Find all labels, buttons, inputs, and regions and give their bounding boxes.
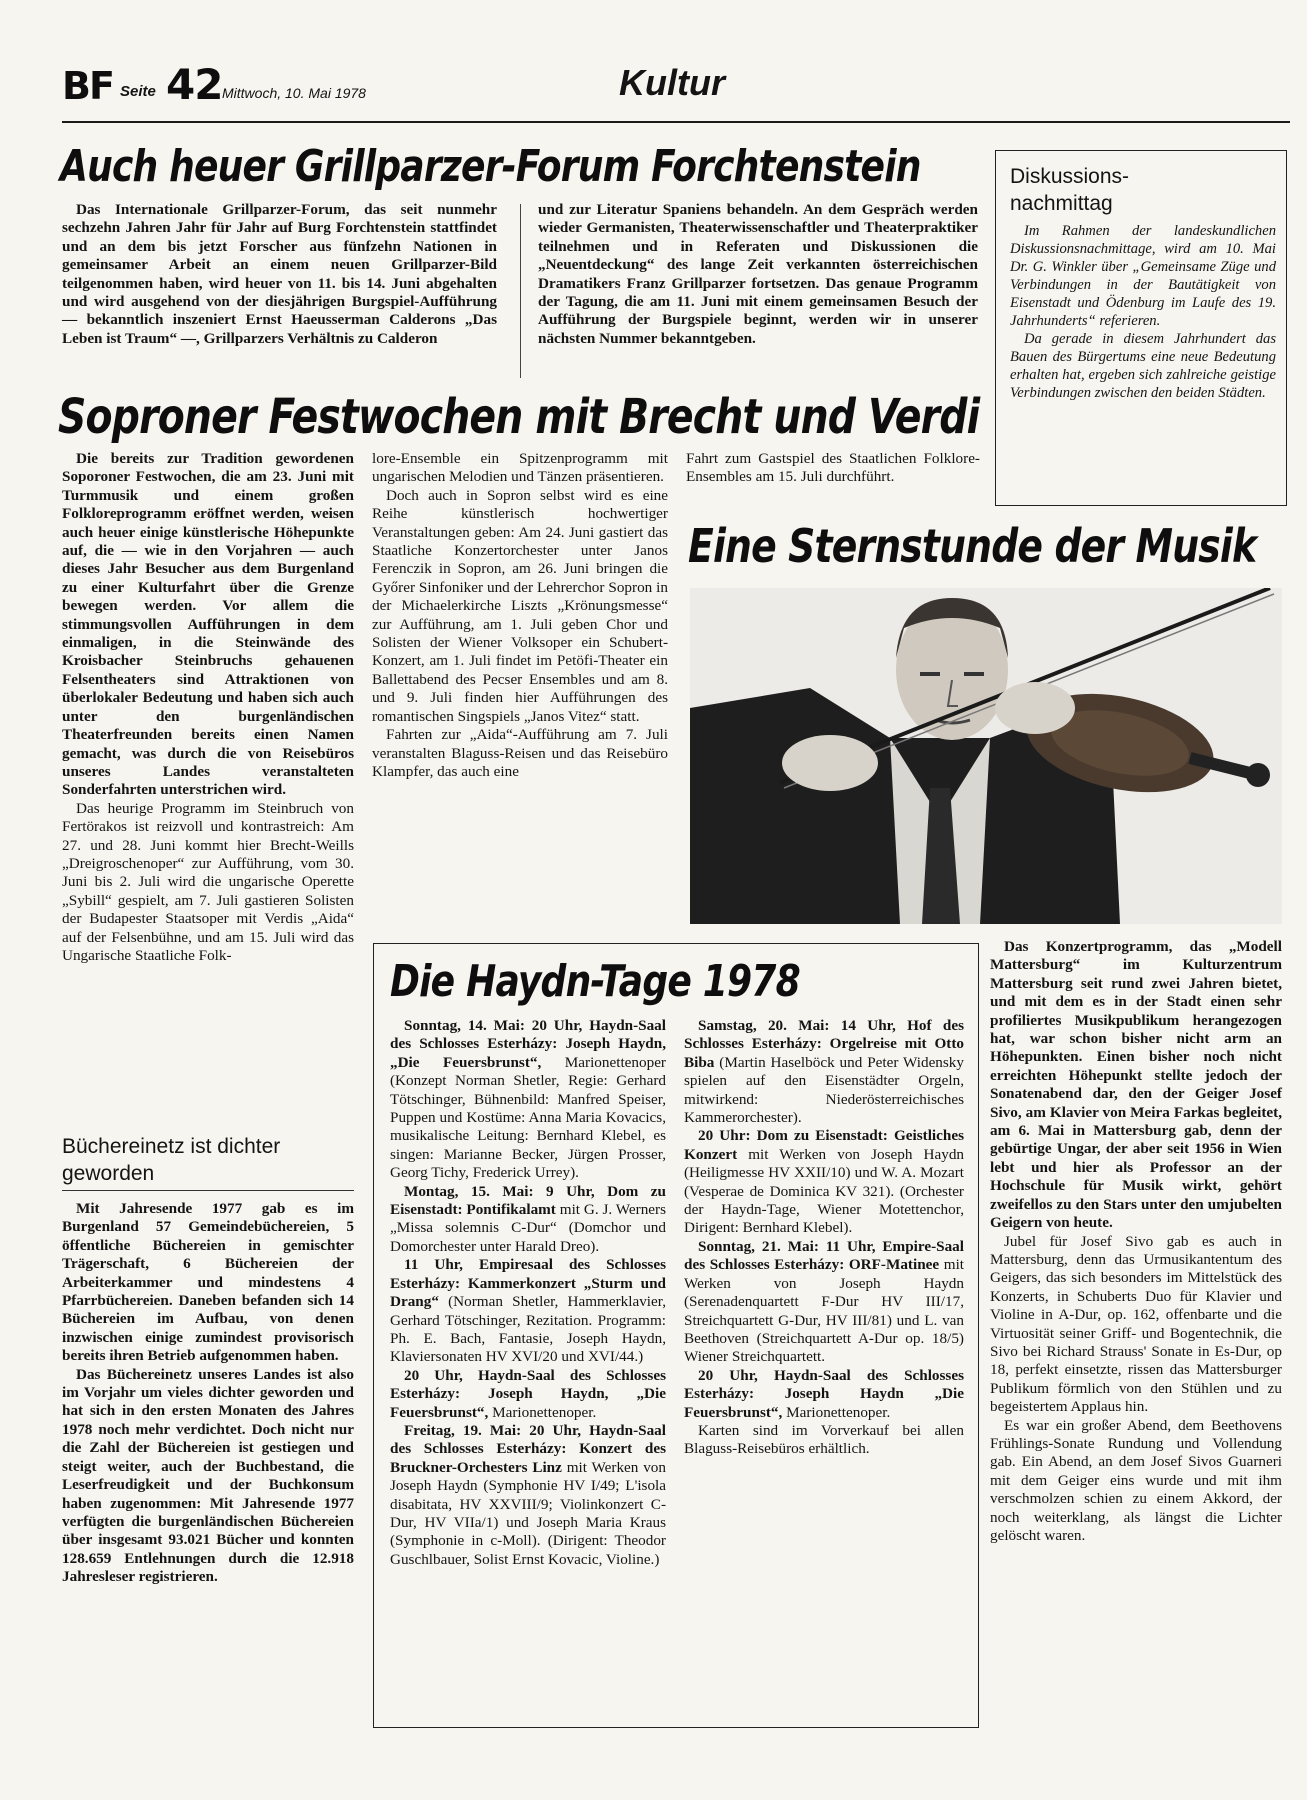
masthead bbox=[62, 58, 1287, 114]
sopron-col2-p1: lore-Ensemble ein Spitzenprogramm mit ungarischen Melodien und Tänzen präsentieren. bbox=[372, 450, 668, 486]
haydn-event9-head: 20 Uhr, Haydn-Saal des Schlosses Esterházy: Joseph Haydn „Die Feuersbrunst“, bbox=[684, 1366, 964, 1421]
page-number: 42 bbox=[166, 60, 223, 109]
haydn-event7-body: mit Werken von Joseph Haydn (Heiligmesse HV XXII/10) und W. A. Mozart (Vesperae de Dominica KV 321). (Orchester der Haydn-Tage, Wiener Motettenchor, Dirigent: Bernhard Klebel). bbox=[684, 1145, 965, 1237]
haydn-event2-body: mit G. J. Werners „Missa solemnis C-Dur“ (Domchor und Domorchester unter Harald Dreo). bbox=[390, 1201, 667, 1255]
grillparzer-col2-text: und zur Literatur Spaniens behandeln. An dem Gespräch werden wieder Germanisten, Theaterwissenschaftler und Theaterpraktiker teilnehmen und in Referaten und Diskussionen die „Neuentdeckung“ des lange Zeit verkannten österreichischen Dramatikers Franz Grillparzer fortsetzen. Das genaue Programm der Tagung, die am 11. Juni mit einem gemeinsamen Besuch der Aufführung der Burgspiele beginnt, werden wir in unserer nächsten Nummer bekanntgeben. bbox=[538, 201, 978, 347]
haydn-headline: Die Haydn-Tage 1978 bbox=[390, 956, 800, 1007]
grillparzer-col2 bbox=[538, 201, 978, 348]
sopron-col3 bbox=[686, 450, 980, 487]
sternstunde-p1: Das Konzertprogramm, das „Modell Mattersburg“ im Kulturzentrum Mattersburg seit rund zwei Jahren bietet, und mit dem es in der Stadt einen sehr profiliertes Musikpublikum herangezogen hat, war schon bisher nicht arm an Höhepunkten. Einen bisher noch nicht erreichten Höhepunkt stellte jedoch der Sonatenabend dar, den der Geiger Josef Sivo, am Klavier von Meira Farkas begleitet, am 6. Mai in Mattersburg gab, denn der gebürtige Ungar, der aber seit 1956 in Wien lebt und hier als Professor an der Hochschule für Musik wirkt, gehört zweifellos zu den Stars unter den umjubelten Geigern von heute. bbox=[990, 938, 1282, 1232]
issue-date: Mittwoch, 10. Mai 1978 bbox=[222, 85, 366, 101]
sopron-col2-p3: Fahrten zur „Aida“-Aufführung am 7. Juli veranstalten Blaguss-Reisen und das Reisebüro Klampfer, das auch eine bbox=[372, 726, 668, 780]
column-rule bbox=[520, 204, 521, 378]
haydn-event8-head: Sonntag, 21. Mai: 11 Uhr, Empire-Saal des Schlosses Esterházy: ORF-Matinee bbox=[684, 1237, 964, 1274]
sidebar-p1: Im Rahmen der landeskundlichen Diskussionsnachmittage, wird am 10. Mai Dr. G. Winkler über „Gemeinsame Züge und Verbindungen in der Bautätigkeit von Eisenstadt und Ödenburg im Laufe des 19. Jahrhunderts“ referieren. bbox=[1010, 223, 1276, 329]
buecherei-rule bbox=[62, 1190, 354, 1191]
buecherei-p1: Mit Jahresende 1977 gab es im Burgenland 57 Gemeindebüchereien, 5 öffentliche Büchereien in gemischter Trägerschaft, 6 Büchereien der Arbeiterkammer und mindestens 4 Pfarrbüchereien. Daneben befanden sich 14 Büchereien im Aufbau, von denen inzwischen einige zumindest provisorisch bereits ihren Betrieb aufgenommen haben. bbox=[62, 1200, 354, 1365]
haydn-event bbox=[684, 1367, 964, 1422]
haydn-event bbox=[390, 1422, 666, 1569]
haydn-col1 bbox=[390, 1017, 666, 1569]
violinist-illustration bbox=[690, 588, 1282, 924]
section-title: Kultur bbox=[619, 62, 725, 103]
haydn-event bbox=[684, 1238, 964, 1367]
masthead-rule bbox=[62, 121, 1290, 123]
sopron-headline: Soproner Festwochen mit Brecht und Verdi bbox=[58, 389, 980, 445]
sidebar-body bbox=[1010, 222, 1276, 402]
haydn-event4-head: 20 Uhr, Haydn-Saal des Schlosses Esterházy: Joseph Haydn, „Die Feuersbrunst“, bbox=[390, 1366, 666, 1421]
sidebar-p2: Da gerade in diesem Jahrhundert das Bauen des Bürgertums eine neue Bedeutung erhalten hat, ergeben sich zahlreiche geistige Verbindungen zwischen den beiden Städten. bbox=[1010, 331, 1276, 401]
haydn-event bbox=[684, 1127, 964, 1237]
haydn-event3-body: (Norman Shetler, Hammerklavier, Gerhard Tötschinger, Rezitation. Programm: Ph. E. Bach, Fantasie, Joseph Haydn, Klaviersonaten HV XVI/20 und XVI/44.) bbox=[390, 1293, 666, 1366]
haydn-event bbox=[390, 1183, 666, 1257]
sternstunde-col bbox=[990, 938, 1282, 1545]
sternstunde-p3: Es war ein großer Abend, dem Beethovens Frühlings-Sonate Rundung und Vollendung gab. Ein Abend, an dem Josef Sivos Guarneri mit dem Geiger eins wurde und mit ihm verschmolzen schien zu einem Akkord, der noch weiterklang, als längst die Lichter gelöscht waren. bbox=[990, 1416, 1282, 1544]
haydn-event bbox=[390, 1367, 666, 1422]
haydn-event6-body: (Martin Haselböck und Peter Widensky spielen auf den Eisenstädter Orgeln, mitwirkend: Niederösterreichisches Kammerorchester). bbox=[684, 1053, 964, 1127]
haydn-event1-body: Marionettenoper (Konzept Norman Shetler, Regie: Gerhard Tötschinger, Bühnenbild: Manfred Speiser, Puppen und Kostüme: Anna Maria Kovacics, musikalische Leitung: Bernhard Klebel, es singen: Marianne Becker, Jürgen Prosser, Georg Tichy, Frederick Urrey). bbox=[390, 1053, 666, 1182]
haydn-col2 bbox=[684, 1017, 964, 1459]
buecherei-body bbox=[62, 1200, 354, 1587]
buecherei-headline: Büchereinetz ist dichter geworden bbox=[62, 1135, 281, 1185]
sopron-col1 bbox=[62, 450, 354, 965]
sopron-col2-p2: Doch auch in Sopron selbst wird es eine Reihe künstlerisch hochwertiger Veranstaltungen geben: Am 24. Juni gastiert das Staatliche Konzertorchester unter Janos Ferenczik in Sopron, am 26. Juni bringen die Győrer Sinfoniker und der Lehrerchor Sopron in der Michaelerkirche Liszts „Krönungsmesse“ zur Aufführung, am 1. Juli geben Chor und Solisten der Wiener Volksoper ein Schubert-Konzert, am 1. Juli findet im Petöfi-Theater ein Ballettabend des Pecser Ensembles und am 8. und 9. Juli finden hier Aufführungen des romantischen Singspiels „Janos Vitez“ statt. bbox=[372, 486, 668, 725]
haydn-closing: Karten sind im Vorverkauf bei allen Blaguss-Reisebüros erhältlich. bbox=[684, 1421, 964, 1458]
grillparzer-col1-text: Das Internationale Grillparzer-Forum, das seit nunmehr sechzehn Jahren Jahr für Jahr auf Burg Forchtenstein stattfindet und an dem bis jetzt Forscher aus fünfzehn Nationen in gemeinsamer Arbeit an einem neuen Grillparzer-Bild teilgenommen haben, wird heuer von 11. bis 14. Juni abgehalten und wird ausgehend von der diesjährigen Burgspiel-Aufführung — bekanntlich inszeniert Ernst Haeusserman Calderons „Das Leben ist Traum“ —, Grillparzers Verhältnis zu Calderon bbox=[62, 201, 497, 347]
haydn-event bbox=[390, 1017, 666, 1183]
sidebar-title: Diskussions-nachmittag bbox=[1010, 165, 1130, 215]
sopron-col1-p1: Die bereits zur Tradition gewordenen Soporoner Festwochen, die am 23. Juni mit Turmmusik und einem großen Folkloreprogramm eröffnet werden, weisen auch heuer einige künstlerische Höhepunkte auf, die — wie in den Vorjahren — auch dieses Jahr Besucher aus dem Burgenland zu einer Kulturfahrt über die Grenze bewegen werden. Vor allem die stimmungsvollen Aufführungen in dem einmaligen, in die Steinwände des Kroisbacher Steinbruchs gehauenen Felsentheaters sind Attraktionen von überlokaler Bedeutung und haben sich auch unter den burgenländischen Theaterfreunden bereits einen Namen gemacht, was durch die von Reisebüros unseres Landes veranstalteten Sonderfahrten unterstrichen wird. bbox=[62, 450, 354, 799]
haydn-event4-body: Marionettenoper. bbox=[492, 1403, 597, 1421]
haydn-event3-head: 11 Uhr, Empiresaal des Schlosses Esterházy: Kammerkonzert „Sturm und Drang“ bbox=[390, 1256, 666, 1311]
haydn-event7-head: 20 Uhr: Dom zu Eisenstadt: Geistliches Konzert bbox=[684, 1127, 964, 1163]
haydn-event1-head: Sonntag, 14. Mai: 20 Uhr, Haydn-Saal des Schlosses Esterházy: Joseph Haydn, „Die Feuersbrunst“, bbox=[390, 1017, 666, 1071]
haydn-event8-body: mit Werken von Joseph Haydn (Serenadenquartett F-Dur HV III/17, Streichquartett G-Dur, HV III/81) und L. van Beethoven (Streichquartett A-Dur op. 18/5) Wiener Streichquartett. bbox=[684, 1256, 965, 1366]
haydn-event bbox=[390, 1256, 666, 1366]
buecherei-p2: Das Büchereinetz unseres Landes ist also im Vorjahr um vieles dichter geworden und hat sich in den ersten Monaten des Jahres 1978 noch mehr verdichtet. Doch nicht nur die Zahl der Büchereien ist gestiegen und steigt weiter, auch der Buchbestand, die Leserfreudigkeit und der Buchkonsum haben zugenommen: Mit Jahresende 1977 verfügten die burgenländischen Büchereien über insgesamt 93.021 Bücher und konnten 128.659 Entlehnungen durch die 12.918 Jahresleser registrieren. bbox=[62, 1365, 354, 1586]
violinist-photo bbox=[690, 588, 1282, 924]
haydn-event5-head: Freitag, 19. Mai: 20 Uhr, Haydn-Saal des Schlosses Esterházy: Konzert des Bruckner-Orchesters Linz bbox=[390, 1421, 666, 1476]
grillparzer-headline: Auch heuer Grillparzer-Forum Forchtenstein bbox=[60, 141, 921, 192]
haydn-event bbox=[684, 1017, 964, 1127]
page-label: Seite bbox=[120, 83, 156, 100]
haydn-event6-head: Samstag, 20. Mai: 14 Uhr, Hof des Schlosses Esterházy: Orgelreise mit Otto Biba bbox=[684, 1017, 964, 1071]
haydn-event2-head: Montag, 15. Mai: 9 Uhr, Dom zu Eisenstadt: Pontifikalamt bbox=[390, 1182, 666, 1219]
grillparzer-col1 bbox=[62, 201, 497, 348]
sopron-col3-text: Fahrt zum Gastspiel des Staatlichen Folklore-Ensembles am 15. Juli durchführt. bbox=[686, 450, 980, 486]
haydn-event9-body: Marionettenoper. bbox=[786, 1403, 891, 1421]
sternstunde-headline: Eine Sternstunde der Musik bbox=[688, 519, 1257, 573]
haydn-event5-body: mit Werken von Joseph Haydn (Symphonie HV I/49; L'isola disabitata, HV XXVIII/9; Violinkonzert C-Dur, HV VIIa/1) und Joseph Maria Kraus (Symphonie in c-Moll). (Dirigent: Theodor Guschlbauer, Solist Ernst Kovacic, Violine.) bbox=[390, 1458, 666, 1568]
masthead-logo: BF bbox=[62, 64, 113, 108]
sternstunde-p2: Jubel für Josef Sivo gab es auch in Mattersburg, denn das Urmusikantentum des Geigers, das sich besonders im Mittelstück des Konzerts, in Schuberts Duo für Klavier und Violine in A-Dur, op. 162, offenbarte und die Virtuosität seiner Griff- und Bogentechnik, die Sivo bei Richard Strauss' Sonate in Es-Dur, op 18, perfekt einsetzte, rissen das Mattersburger Publikum förmlich von den Stühlen und zu begeistertem Applaus hin. bbox=[990, 1232, 1282, 1416]
sopron-col1-p2: Das heurige Programm im Steinbruch von Fertörakos ist reizvoll und kontrastreich: Am 27. und 28. Juni kommt hier Brecht-Weills „Dreigroschenoper“ zur Aufführung, vom 30. Juni bis 2. Juli wird die ungarische Operette „Sybill“ gespielt, am 7. Juli gastieren Solisten der Budapester Staatsoper mit Verdis „Aida“ auf der Felsenbühne, und am 15. Juli wird das Ungarische Staatliche Folk- bbox=[62, 799, 354, 964]
sopron-col2 bbox=[372, 450, 668, 781]
